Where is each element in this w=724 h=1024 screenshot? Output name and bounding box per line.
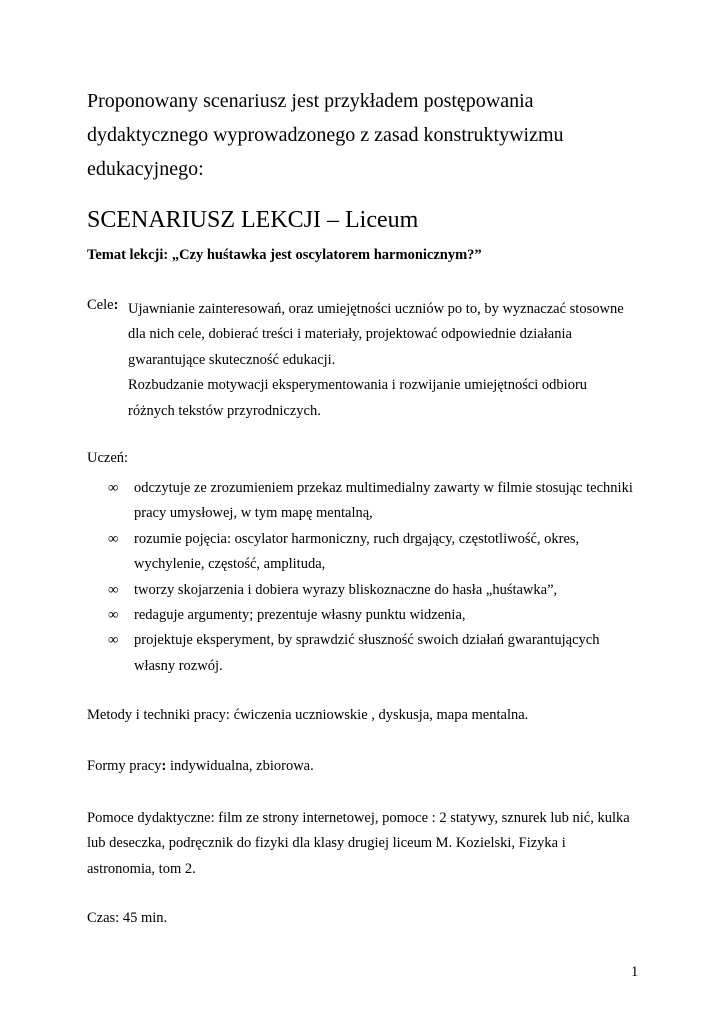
methods-line: Metody i techniki pracy: ćwiczenia uczniowskie , dyskusja, mapa mentalna.: [87, 707, 529, 723]
list-item-line: redaguje argumenty; prezentuje własny punktu widzenia,: [134, 607, 466, 624]
teaching-aids-line: lub deseczka, podręcznik do fizyki dla klasy drugiej liceum M. Kozielski, Fizyka i: [87, 835, 566, 852]
teaching-aids-line: astronomia, tom 2.: [87, 860, 196, 877]
list-item-line: pracy umysłowej, w tym mapę mentalną,: [134, 505, 373, 522]
infinity-bullet-icon: ∞: [108, 480, 119, 496]
infinity-bullet-icon: ∞: [108, 607, 119, 624]
list-item: [108, 628, 633, 679]
goals-line: gwarantujące skuteczność edukacji.: [128, 351, 336, 368]
list-item-line: własny rozwój.: [134, 657, 223, 674]
work-forms-line: [87, 758, 314, 775]
intro-line: edukacyjnego:: [87, 158, 204, 180]
infinity-bullet-icon: ∞: [108, 632, 119, 649]
teaching-aids-paragraph: [87, 806, 630, 882]
list-item-line: rozumie pojęcia: oscylator harmoniczny, ruch drgający, częstotliwość, okres,: [134, 530, 580, 547]
list-item: [108, 578, 633, 603]
infinity-bullet-icon: ∞: [108, 530, 119, 547]
student-outcomes-list: [108, 476, 633, 679]
student-label: Uczeń:: [87, 450, 129, 466]
intro-paragraph: [87, 84, 647, 186]
goals-line: Ujawnianie zainteresowań, oraz umiejętności uczniów po to, by wyznaczać stosowne: [128, 301, 624, 317]
list-item-line: projektuje eksperyment, by sprawdzić słuszność swoich działań gwarantujących: [134, 632, 600, 649]
list-item: [108, 603, 633, 628]
lesson-title: SCENARIUSZ LEKCJI – Liceum: [87, 207, 419, 233]
list-item: [108, 527, 633, 578]
intro-line: Proponowany scenariusz jest przykładem postępowania: [87, 90, 534, 112]
list-item: [108, 476, 633, 527]
work-forms-colon: :: [161, 758, 167, 774]
list-item-line: tworzy skojarzenia i dobiera wyrazy bliskoznaczne do hasła „huśtawka”,: [134, 581, 558, 598]
work-forms-value: indywidualna, zbiorowa.: [166, 758, 314, 774]
goals-line: dla nich cele, dobierać treści i materiały, projektować odpowiednie działania: [128, 326, 572, 343]
goals-label-text: Cele: [87, 297, 114, 313]
lesson-topic: Temat lekcji: „Czy huśtawka jest oscylatorem harmonicznym?”: [87, 247, 482, 263]
goals-text: [128, 297, 624, 424]
work-forms-label: Formy pracy: [87, 758, 162, 774]
goals-line: Rozbudzanie motywacji eksperymentowania i rozwijanie umiejętności odbioru: [128, 377, 588, 394]
goals-label: [87, 297, 118, 314]
list-item-line: odczytuje ze zrozumieniem przekaz multimedialny zawarty w filmie stosując techniki: [134, 480, 633, 496]
goals-label-colon: :: [113, 297, 119, 313]
infinity-bullet-icon: ∞: [108, 581, 119, 598]
goals-line: różnych tekstów przyrodniczych.: [128, 402, 321, 419]
teaching-aids-line: Pomoce dydaktyczne: film ze strony internetowej, pomoce : 2 statywy, sznurek lub nić, kulka: [87, 810, 630, 826]
intro-line: dydaktycznego wyprowadzonego z zasad konstruktywizmu: [87, 124, 564, 146]
list-item-line: wychylenie, częstość, amplituda,: [134, 556, 326, 573]
page-number: 1: [631, 964, 639, 980]
duration-line: Czas: 45 min.: [87, 910, 168, 926]
